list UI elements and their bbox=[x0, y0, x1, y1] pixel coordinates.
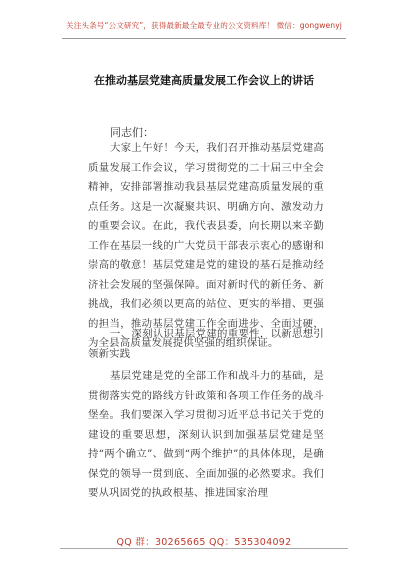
header-banner: 关注头条号“公文研究”，获得最新最全最专业的公文资料库！ 微信：gongwenyj bbox=[66, 21, 342, 30]
body-paragraph-1: 大家上午好！今天，我们召开推动基层党建高质量发展工作会议，学习贯彻党的二十届三中全会精神，安排部署推动我县基层党建高质量发展的重点任务。这是一次凝聚共识、明确方向、激发动力的重要会议。在此，我代表县委，向长期以来辛勤工作在基层一线的广大党员干部表示衷心的感谢和崇高的敬意！基层党建是党的建设的基石是推动经济社会发展的坚强保障。面对新时代的新任务、新挑战，我们必须以更高的站位、更实的举措、更强的担当，推动基层党建工作全面进步、全面过硬，为全县高质量发展提供坚强的组织保证。 bbox=[88, 142, 324, 349]
salutation: 同志们： bbox=[110, 126, 154, 139]
footer-contact: QQ 群：30265665 QQ：535304092 bbox=[116, 537, 292, 548]
footer-divider bbox=[60, 548, 348, 549]
document-title: 在推动基层党建高质量发展工作会议上的讲话 bbox=[94, 74, 314, 87]
header-divider bbox=[62, 38, 346, 39]
section-heading-1: 一、深刻认识基层党建的重要性，以新思想引领新实践 bbox=[88, 328, 324, 360]
body-paragraph-2: 基层党建是党的全部工作和战斗力的基础，是贯彻落实党的路线方针政策和各项工作任务的战斗堡垒。我们要深入学习贯彻习近平总书记关于党的建设的重要思想，深刻认识到加强基层党建是坚持“两个确立”、做到“两个维护”的具体体现，是确保党的领导一贯到底、全面加强的必然要求。我们要从巩固党的执政根基、推进国家治理 bbox=[88, 370, 324, 499]
